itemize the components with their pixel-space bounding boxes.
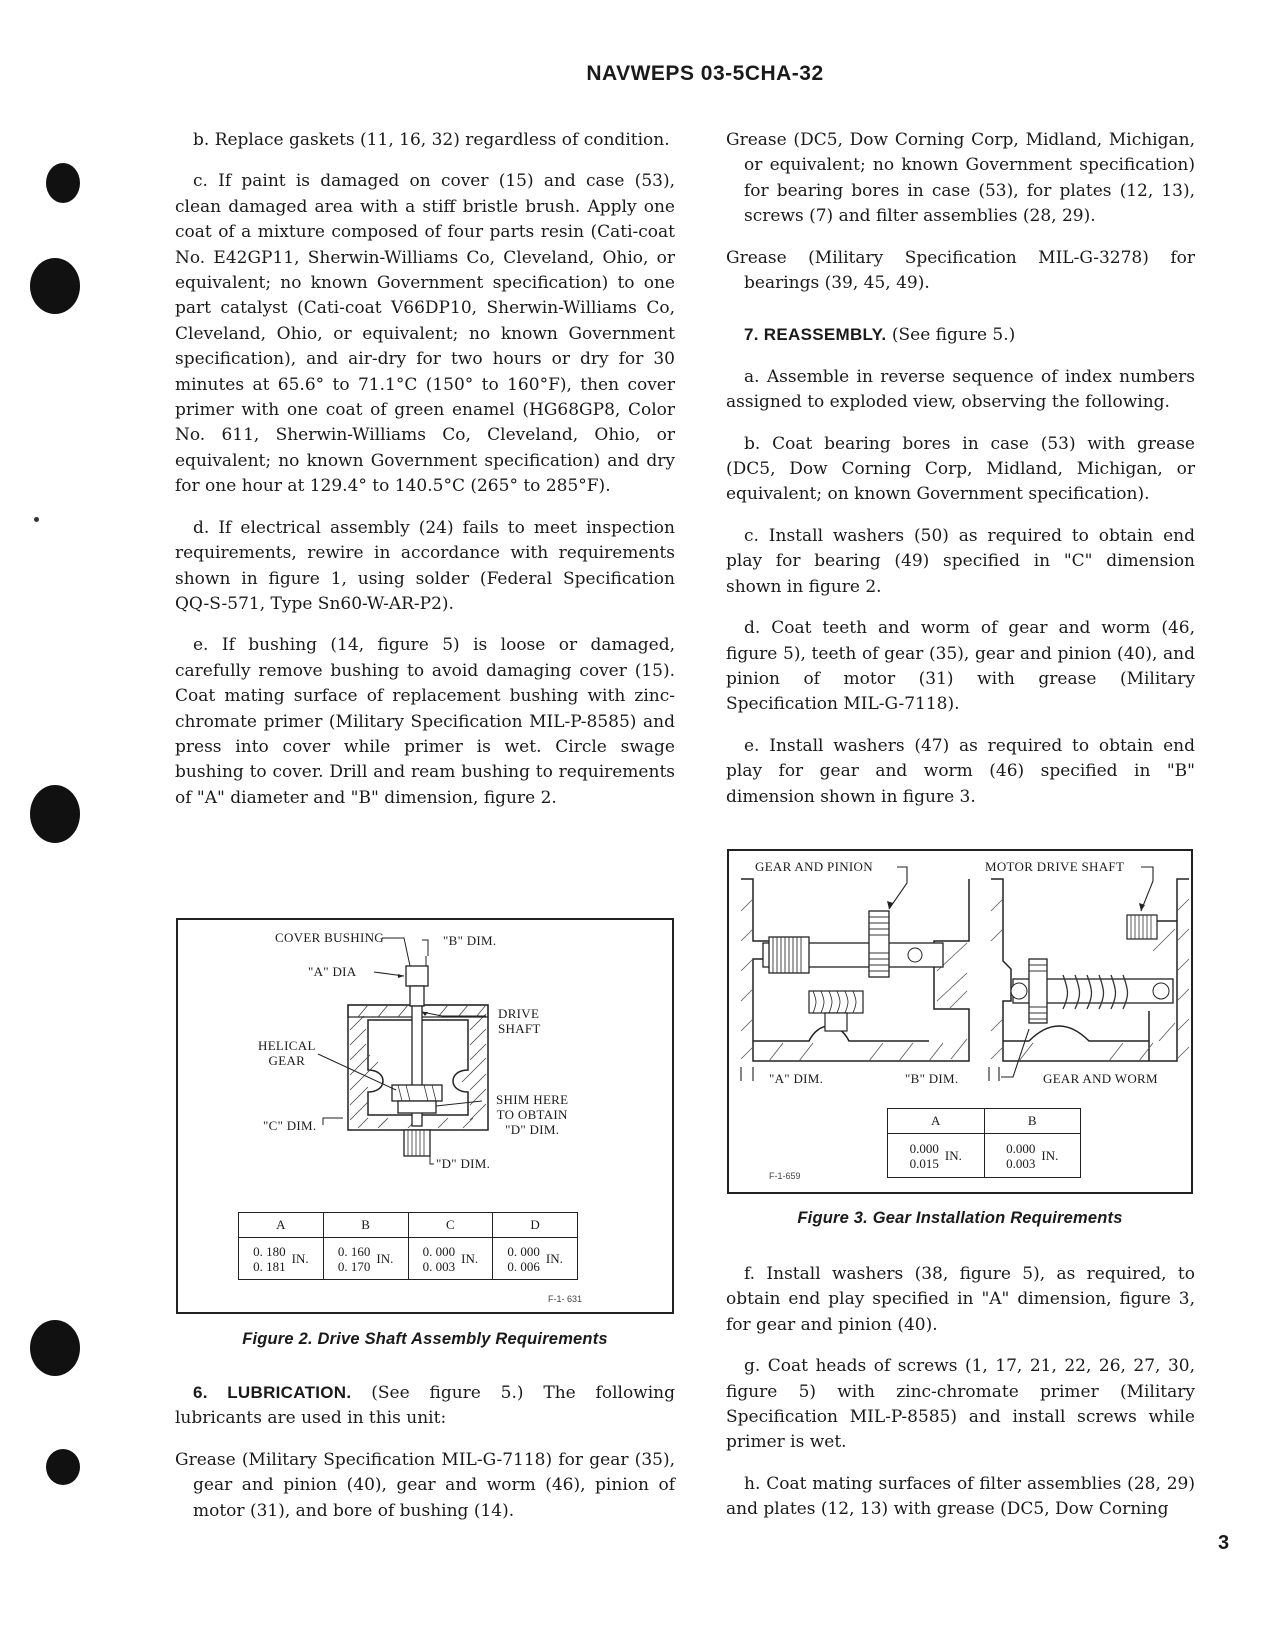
page-number: 3 [1218,1532,1230,1554]
table-header-b: B [323,1213,408,1238]
paragraph-e: e. If bushing (14, figure 5) is loose or damaged, carefully remove bushing to avoid damaging cover (15). Coat mating surface of replacement bushing with zinc-chromate primer (Military Specification MIL-P-8585) and press into cover while primer is wet. Circle swage bushing to cover. Drill and ream bushing to requirements of "A" diameter and "B" dimension, figure 2. [175,635,675,808]
binder-hole [46,163,80,203]
table-cell-b: 0. 160 0. 170 IN. [323,1238,408,1280]
label-d-dim: "D" DIM. [436,1156,491,1171]
figure-3-code: F-1-659 [769,1171,801,1181]
grease-mil-g-7118: Grease (Military Specification MIL-G-7118) for gear (35), gear and pinion (40), gear and worm (46), pinion of motor (31), and bore of bushing (14). [175,1449,675,1521]
figure-3-caption: Figure 3. Gear Installation Requirements [797,1209,1123,1227]
table-header-a: A [888,1109,985,1134]
paragraph-b: b. Replace gaskets (11, 16, 32) regardless of condition. [193,130,670,150]
label-shim: SHIM HERE TO OBTAIN "D" DIM. [496,1092,569,1137]
reassembly-step-h: h. Coat mating surfaces of filter assemblies (28, 29) and plates (12, 13) with grease (DC5, Dow Corning [726,1473,1195,1520]
label-helical-gear: HELICAL GEAR [258,1038,316,1068]
reassembly-step-e: e. Install washers (47) as required to obtain end play for gear and worm (46) specified in "B" dimension shown in figure 3. [726,735,1195,807]
binder-hole [30,258,80,314]
label-gear-and-worm: GEAR AND WORM [1043,1071,1158,1086]
grease-mil-g-3278: Grease (Military Specification MIL-G-3278) for bearings (39, 45, 49). [726,247,1195,294]
label-b-dim: "B" DIM. [443,933,497,948]
table-header-c: C [408,1213,493,1238]
figure-2-caption: Figure 2. Drive Shaft Assembly Requirements [242,1330,608,1348]
binder-hole [30,1320,80,1376]
reassembly-step-d: d. Coat teeth and worm of gear and worm (46, figure 5), teeth of gear (35), gear and pinion (40), and pinion of motor (31) with grease (Military Specification MIL-G-7118). [726,618,1195,715]
binder-hole [30,785,80,843]
right-column-upper [726,128,1195,810]
label-c-dim: "C" DIM. [263,1118,317,1133]
label-a-dim: "A" DIM. [769,1071,824,1086]
reassembly-step-c: c. Install washers (50) as required to obtain end play for bearing (49) specified in "C" dimension shown in figure 2. [726,525,1195,597]
figure-3-dimension-table [887,1108,1081,1178]
paragraph-d: d. If electrical assembly (24) fails to meet inspection requirements, rewire in accordance with requirements shown in figure 1, using solder (Federal Specification QQ-S-571, Type Sn60-W-AR-P2). [175,517,675,614]
table-cell-c: 0. 000 0. 003 IN. [408,1238,493,1280]
lubrication-section [175,1380,675,1524]
table-header-a: A [239,1213,324,1238]
left-column-text [175,128,675,811]
paragraph-c: c. If paint is damaged on cover (15) and case (53), clean damaged area with a stiff bristle brush. Apply one coat of a mixture composed of four parts resin (Cati-coat No. E42GP11, Sherwin-Williams Co, Cleveland, Ohio, or equivalent; no known Government specification) to one part catalyst (Cati-coat V66DP10, Sherwin-Williams Co, Cleveland, Ohio, or equivalent; no known Government specification), and air-dry for two hours or dry for 30 minutes at 65.6° to 71.1°C (150° to 160°F), then cover primer with one coat of green enamel (HG68GP8, Color No. 611, Sherwin-Williams Co, Cleveland, Ohio, or equivalent; no known Government specification) and dry for one hour at 129.4° to 140.5°C (265° to 285°F). [175,171,675,497]
table-cell-a: 0. 180 0. 181 IN. [239,1238,324,1280]
figure-2-box [176,918,674,1314]
table-cell-d: 0. 000 0. 006 IN. [493,1238,578,1280]
lubrication-heading: 6. LUBRICATION. [193,1383,352,1402]
label-b-dim: "B" DIM. [905,1071,959,1086]
label-a-dia: "A" DIA [308,964,357,979]
figure-3-box [727,849,1193,1194]
table-cell-b: 0.000 0.003 IN. [984,1134,1081,1178]
reassembly-step-b: b. Coat bearing bores in case (53) with grease (DC5, Dow Corning Corp, Midland, Michigan, or equivalent; on known Government specification). [726,433,1195,505]
reassembly-step-g: g. Coat heads of screws (1, 17, 21, 22, 26, 27, 30, figure 5) with zinc-chromate primer (Military Specification MIL-P-8585) and install screws while primer is wet. [726,1356,1195,1453]
table-header-d: D [493,1213,578,1238]
label-drive-shaft: DRIVE SHAFT [498,1006,541,1036]
binder-hole [46,1449,80,1485]
label-motor-drive-shaft: MOTOR DRIVE SHAFT [985,859,1125,874]
reassembly-step-f: f. Install washers (38, figure 5), as required, to obtain end play specified in "A" dimension, figure 3, for gear and pinion (40). [726,1264,1195,1335]
label-gear-and-pinion: GEAR AND PINION [755,859,873,874]
right-column-lower [726,1262,1195,1523]
table-cell-a: 0.000 0.015 IN. [888,1134,985,1178]
grease-dc5: Grease (DC5, Dow Corning Corp, Midland, Michigan, or equivalent; no known Government specification) for bearing bores in case (53), for plates (12, 13), screws (7) and filter assemblies (28, 29). [726,130,1195,227]
lubrication-paragraph: 6. LUBRICATION. (See figure 5.) The following lubricants are used in this unit: [175,1383,675,1429]
page-speck [34,517,39,522]
reassembly-step-a: a. Assemble in reverse sequence of index numbers assigned to exploded view, observing the following. [726,366,1195,413]
document-number-header: NAVWEPS 03-5CHA-32 [586,62,824,85]
reassembly-heading: 7. REASSEMBLY. [744,325,887,345]
label-cover-bushing: COVER BUSHING [275,930,384,945]
figure-2-dimension-table [238,1212,578,1280]
figure-2-code: F-1- 631 [548,1294,583,1304]
reassembly-paragraph: 7. REASSEMBLY. (See figure 5.) [744,325,1016,346]
table-header-b: B [984,1109,1081,1134]
